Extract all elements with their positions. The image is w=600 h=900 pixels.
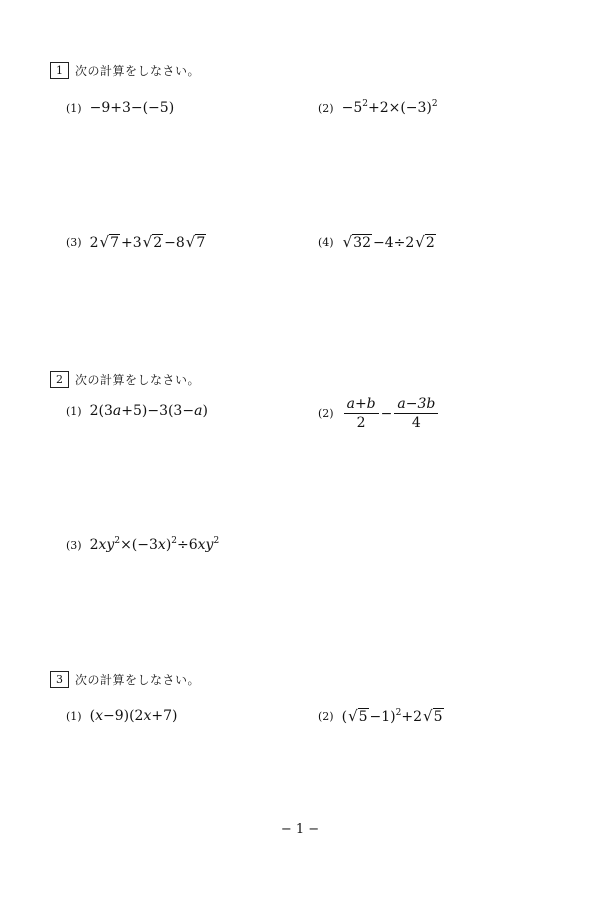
variable: x [95,708,103,724]
expr-text: 2 [89,235,99,251]
problem-label: (1) [66,101,82,115]
expr-text: −5 [341,100,363,116]
radicand: 2 [425,235,435,251]
problem-label: (1) [66,404,82,418]
problem-3-1 [66,708,177,724]
square-root: √ 5 [423,707,443,725]
square-root: √ 2 [415,233,435,251]
problem-expression [90,234,208,251]
expr-text: −9)(2 [102,708,144,724]
fraction [344,396,379,431]
problem-label: (3) [66,236,82,249]
page-number: − 1 − [280,822,320,837]
variable: a [112,403,122,419]
exponent: 2 [171,536,178,546]
square-root: √ 7 [185,233,206,251]
variable: a [194,403,203,419]
expr-text: 2(3 [89,403,113,419]
expr-text: ) [202,403,208,419]
problem-expression [90,708,178,724]
square-root: √ 2 [142,233,163,251]
variable: x [157,537,166,553]
section-1-header [50,62,200,79]
expr-text: +7) [151,708,178,724]
square-root: √ 5 [348,707,368,725]
radicand: 5 [358,709,368,725]
radicand: 7 [196,235,206,251]
fraction [394,396,438,431]
variable: x [143,708,152,724]
section-number-box: 3 [50,671,69,688]
exponent: 2 [213,536,220,546]
section-number-box: 2 [50,371,69,388]
expr-text: −4÷2 [372,235,415,251]
problem-2-3 [66,537,219,553]
problem-expression [342,234,437,251]
problem-2-1 [66,403,208,419]
problem-3-2 [318,708,445,725]
problem-label: (2) [318,101,334,115]
problem-label: (4) [318,236,334,249]
numerator: a−3b [394,396,438,414]
problem-1-4 [318,234,437,251]
problem-expression [90,537,220,553]
expr-text: +2 [401,709,423,725]
expr-text: 2 [89,537,99,553]
expr-text: −9+3−(−5) [89,100,175,116]
problem-expression [342,396,441,431]
square-root: √ 32 [342,233,371,251]
problem-2-2 [318,396,440,431]
radicand: 5 [433,709,443,725]
numerator: a+b [344,396,379,414]
problem-expression [90,100,175,116]
problem-1-1 [66,100,174,116]
exponent: 2 [395,708,402,718]
expr-text: +2×(−3) [367,100,432,116]
expr-text: +3 [121,235,142,251]
expr-text: ) [165,537,172,553]
expr-text: −1) [369,709,396,725]
operator: − [380,405,393,422]
exponent: 2 [362,99,368,109]
variable: xy [197,537,214,553]
expr-text: ( [341,709,348,725]
problem-1-2 [318,100,438,116]
problem-label: (3) [66,538,82,552]
section-3-header [50,671,200,688]
expr-text: ×(−3 [120,537,158,553]
exponent: 2 [114,536,121,546]
expr-text: −8 [164,235,185,251]
problem-expression [90,403,208,419]
problem-label: (2) [318,407,334,420]
problem-label: (2) [318,710,334,723]
problem-1-3 [66,234,207,251]
radicand: 32 [353,235,371,251]
section-instruction: 次の計算をしなさい。 [75,373,201,387]
section-instruction: 次の計算をしなさい。 [75,673,201,687]
denominator: 2 [356,415,366,431]
square-root: √ 7 [99,233,119,251]
radicand: 7 [110,235,119,251]
expr-text: ( [89,708,96,724]
problem-label: (1) [66,709,82,723]
problem-expression [342,708,445,725]
radicand: 2 [153,235,163,251]
expr-text: +5)−3(3− [121,403,195,419]
section-2-header [50,371,200,388]
section-number-box: 1 [50,62,69,79]
variable: xy [98,537,115,553]
problem-expression [342,100,438,116]
section-instruction: 次の計算をしなさい。 [75,64,201,78]
expr-text: ÷6 [177,537,198,553]
denominator: 4 [411,415,421,431]
exponent: 2 [431,99,438,109]
